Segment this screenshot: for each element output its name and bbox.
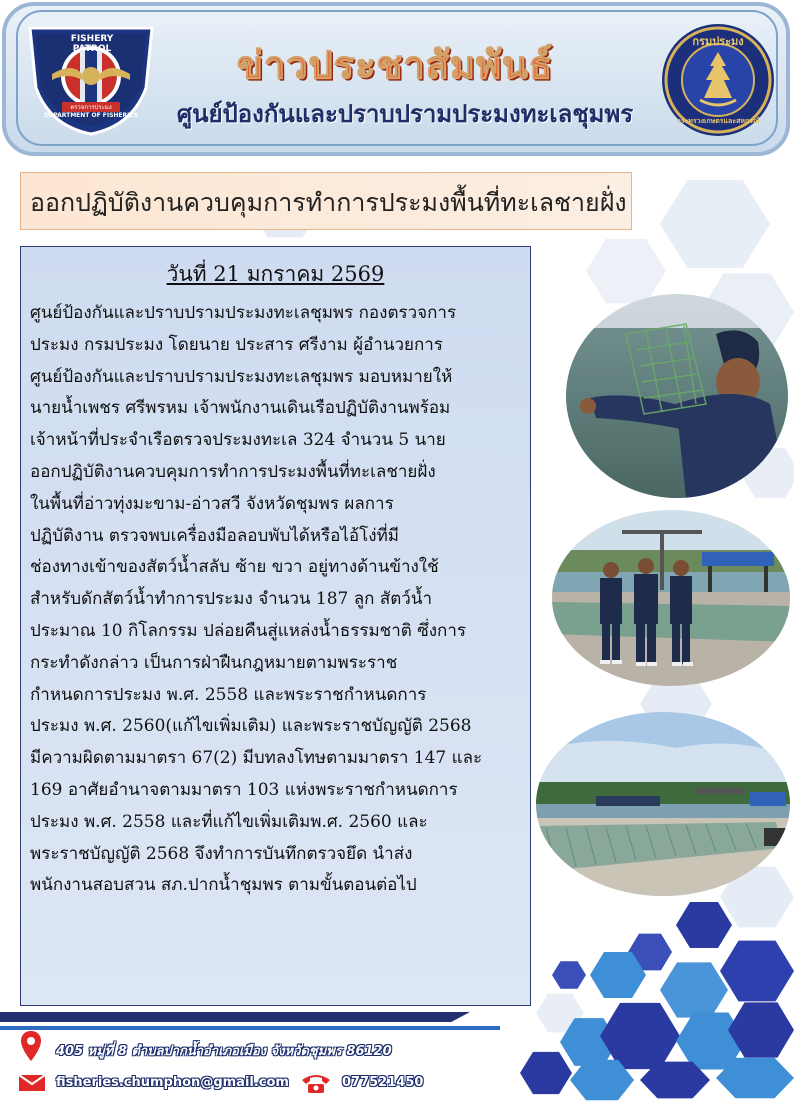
fishery-patrol-logo	[22, 18, 160, 136]
patrol-logo-badge-text: ตรวจการประมง	[62, 102, 120, 112]
article-line: ในพื้นที่อ่าวทุ่งมะขาม-อ่าวสวี จังหวัดชุมพร ผลการ	[30, 493, 394, 514]
article-line: นายน้ำเพชร ศรีพรหม เจ้าพนักงานเดินเรือปฏิบัติงานพร้อม	[30, 398, 451, 419]
article-body	[30, 298, 524, 902]
decorative-hexagon	[552, 960, 586, 990]
unit-title: ศูนย์ป้องกันและปราบปรามประมงทะเลชุมพร	[176, 100, 634, 128]
article-line: พนักงานสอบสวน สภ.ปากน้ำชุมพร ตามขั้นตอนต่อไป	[30, 875, 417, 896]
envelope-icon	[18, 1074, 46, 1096]
article-line: ปฏิบัติงาน ตรวจพบเครื่องมือลอบพับได้หรือไอ้โง่ที่มี	[30, 525, 399, 546]
seal-top-text: กรมประมง	[692, 35, 744, 48]
footer-phone[interactable]: 077521450	[342, 1075, 424, 1090]
article-date: วันที่ 21 มกราคม 2569	[166, 262, 385, 286]
article-line: มีความผิดตามมาตรา 67(2) มีบทลงโทษตามมาตรา 147 และ	[30, 748, 483, 769]
article-line: เจ้าหน้าที่ประจำเรือตรวจประมงทะเล 324 จำนวน 5 นาย	[30, 430, 446, 451]
photo-seized-traps	[536, 712, 790, 896]
article-line: สำหรับดักสัตว์น้ำทำการประมง จำนวน 187 ลูก สัตว์น้ำ	[30, 589, 432, 610]
location-pin-icon	[20, 1030, 42, 1066]
article-line: ศูนย์ป้องกันและปราบปรามประมงทะเลชุมพร มอบหมายให้	[30, 366, 453, 387]
article-line: พระราชบัญญัติ 2568 จึงทำการบันทึกตรวจยึด นำส่ง	[30, 843, 413, 864]
decorative-hexagon	[676, 900, 732, 950]
news-title: ข่าวประชาสัมพันธ์	[236, 43, 554, 87]
patrol-logo-top-text: FISHERY PATROL	[70, 34, 114, 54]
footer-stripe	[0, 1012, 470, 1022]
decorative-hexagon	[660, 176, 770, 272]
patrol-logo-bottom-text: DEPARTMENT OF FISHERIES	[44, 112, 138, 119]
decorative-hexagon	[660, 960, 728, 1020]
decorative-hexagon	[520, 1050, 572, 1096]
headline: ออกปฏิบัติงานควบคุมการทำการประมงพื้นที่ทะเลชายฝั่ง	[30, 188, 627, 217]
telephone-icon	[300, 1072, 332, 1098]
article-line: ประมง พ.ศ. 2560(แก้ไขเพิ่มเติม) และพระราชบัญญัติ 2568	[30, 716, 472, 737]
article-line: กระทำดังกล่าว เป็นการฝ่าฝืนกฎหมายตามพระราช	[30, 652, 398, 673]
seal-bottom-text: กระทรวงเกษตรและสหกรณ์	[676, 117, 760, 125]
department-of-fisheries-seal	[660, 22, 776, 138]
footer-stripe-thin	[0, 1026, 500, 1030]
footer-address: 405 หมู่ที่ 8 ตำบลปากน้ำอำเภอเมือง จังหวัดชุมพร 86120	[56, 1044, 392, 1059]
article-line: ประมง พ.ศ. 2558 และที่แก้ไขเพิ่มเติมพ.ศ. 2560 และ	[30, 811, 428, 832]
footer-email[interactable]: fisheries.chumphon@gmail.com	[56, 1075, 289, 1090]
article-line: ประมง กรมประมง โดยนาย ประสาร ศรีงาม ผู้อำนวยการ	[30, 334, 443, 355]
article-line: ออกปฏิบัติงานควบคุมการทำการประมงพื้นที่ทะเลชายฝั่ง	[30, 461, 436, 482]
article-line: กำหนดการประมง พ.ศ. 2558 และพระราชกำหนดการ	[30, 684, 427, 705]
article-line: ศูนย์ป้องกันและปราบปรามประมงทะเลชุมพร กองตรวจการ	[30, 303, 457, 323]
article-line: 169 อาศัยอำนาจตามมาตรา 103 แห่งพระราชกำหนดการ	[30, 779, 458, 800]
article-line: ประมาณ 10 กิโลกรรม ปล่อยคืนสู่แหล่งน้ำธรรมชาติ ซึ่งการ	[30, 620, 466, 641]
photo-officer-with-trap	[566, 294, 788, 498]
article-line: ช่องทางเข้าของสัตว์น้ำสลับ ซ้าย ขวา อยู่ทางด้านข้างใช้	[30, 557, 439, 578]
photo-officers-at-pier	[552, 510, 790, 686]
decorative-hexagon	[720, 938, 794, 1004]
